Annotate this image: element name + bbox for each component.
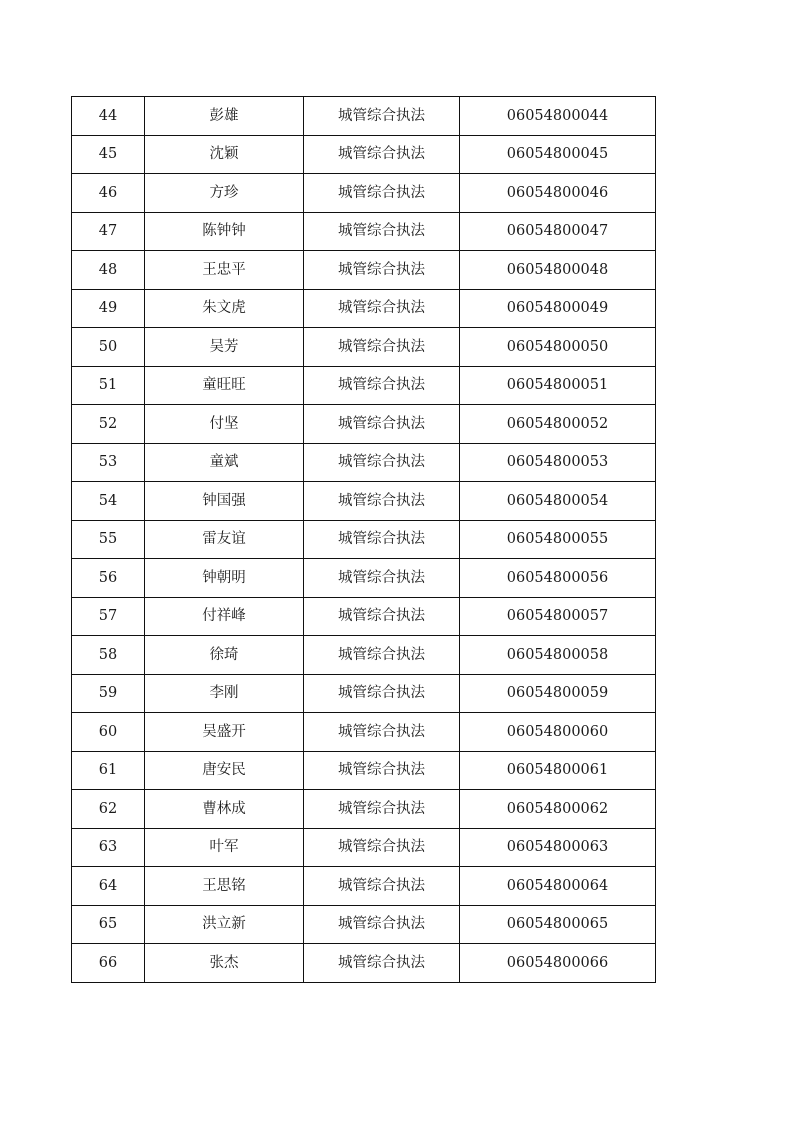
certificate-number-cell: 06054800057 — [460, 597, 656, 636]
row-number-cell: 50 — [72, 328, 145, 367]
person-name-cell: 朱文虎 — [145, 289, 304, 328]
table-row — [72, 251, 656, 290]
row-number-cell: 52 — [72, 405, 145, 444]
row-number-cell: 44 — [72, 97, 145, 136]
row-number-cell: 63 — [72, 828, 145, 867]
person-name-cell: 吴盛开 — [145, 713, 304, 752]
table-row — [72, 443, 656, 482]
row-number-cell: 46 — [72, 174, 145, 213]
department-cell: 城管综合执法 — [304, 828, 460, 867]
certificate-number-cell: 06054800056 — [460, 559, 656, 598]
department-cell: 城管综合执法 — [304, 597, 460, 636]
table-row — [72, 174, 656, 213]
certificate-number-cell: 06054800066 — [460, 944, 656, 983]
table-row — [72, 713, 656, 752]
department-cell: 城管综合执法 — [304, 636, 460, 675]
row-number-cell: 61 — [72, 751, 145, 790]
table-row — [72, 289, 656, 328]
row-number-cell: 65 — [72, 905, 145, 944]
person-name-cell: 张杰 — [145, 944, 304, 983]
department-cell: 城管综合执法 — [304, 790, 460, 829]
row-number-cell: 47 — [72, 212, 145, 251]
certificate-number-cell: 06054800064 — [460, 867, 656, 906]
table-row — [72, 559, 656, 598]
certificate-number-cell: 06054800055 — [460, 520, 656, 559]
department-cell: 城管综合执法 — [304, 482, 460, 521]
person-name-cell: 吴芳 — [145, 328, 304, 367]
row-number-cell: 48 — [72, 251, 145, 290]
table-row — [72, 135, 656, 174]
row-number-cell: 45 — [72, 135, 145, 174]
person-name-cell: 沈颖 — [145, 135, 304, 174]
personnel-table-container — [71, 96, 656, 983]
person-name-cell: 唐安民 — [145, 751, 304, 790]
table-row — [72, 520, 656, 559]
department-cell: 城管综合执法 — [304, 713, 460, 752]
certificate-number-cell: 06054800050 — [460, 328, 656, 367]
table-body — [72, 97, 656, 983]
row-number-cell: 59 — [72, 674, 145, 713]
certificate-number-cell: 06054800062 — [460, 790, 656, 829]
certificate-number-cell: 06054800049 — [460, 289, 656, 328]
person-name-cell: 洪立新 — [145, 905, 304, 944]
table-row — [72, 597, 656, 636]
row-number-cell: 58 — [72, 636, 145, 675]
certificate-number-cell: 06054800048 — [460, 251, 656, 290]
certificate-number-cell: 06054800045 — [460, 135, 656, 174]
row-number-cell: 60 — [72, 713, 145, 752]
table-row — [72, 867, 656, 906]
person-name-cell: 王忠平 — [145, 251, 304, 290]
department-cell: 城管综合执法 — [304, 328, 460, 367]
table-row — [72, 97, 656, 136]
person-name-cell: 付坚 — [145, 405, 304, 444]
person-name-cell: 王思铭 — [145, 867, 304, 906]
certificate-number-cell: 06054800052 — [460, 405, 656, 444]
person-name-cell: 陈钟钟 — [145, 212, 304, 251]
department-cell: 城管综合执法 — [304, 905, 460, 944]
department-cell: 城管综合执法 — [304, 559, 460, 598]
department-cell: 城管综合执法 — [304, 944, 460, 983]
row-number-cell: 62 — [72, 790, 145, 829]
person-name-cell: 童旺旺 — [145, 366, 304, 405]
certificate-number-cell: 06054800065 — [460, 905, 656, 944]
person-name-cell: 曹林成 — [145, 790, 304, 829]
table-row — [72, 828, 656, 867]
table-row — [72, 212, 656, 251]
person-name-cell: 方珍 — [145, 174, 304, 213]
table-row — [72, 482, 656, 521]
department-cell: 城管综合执法 — [304, 289, 460, 328]
department-cell: 城管综合执法 — [304, 674, 460, 713]
certificate-number-cell: 06054800053 — [460, 443, 656, 482]
row-number-cell: 64 — [72, 867, 145, 906]
row-number-cell: 54 — [72, 482, 145, 521]
person-name-cell: 叶军 — [145, 828, 304, 867]
certificate-number-cell: 06054800058 — [460, 636, 656, 675]
certificate-number-cell: 06054800044 — [460, 97, 656, 136]
department-cell: 城管综合执法 — [304, 135, 460, 174]
department-cell: 城管综合执法 — [304, 251, 460, 290]
table-row — [72, 636, 656, 675]
certificate-number-cell: 06054800047 — [460, 212, 656, 251]
department-cell: 城管综合执法 — [304, 97, 460, 136]
certificate-number-cell: 06054800063 — [460, 828, 656, 867]
person-name-cell: 钟国强 — [145, 482, 304, 521]
row-number-cell: 49 — [72, 289, 145, 328]
department-cell: 城管综合执法 — [304, 405, 460, 444]
row-number-cell: 56 — [72, 559, 145, 598]
table-row — [72, 790, 656, 829]
person-name-cell: 钟朝明 — [145, 559, 304, 598]
row-number-cell: 57 — [72, 597, 145, 636]
department-cell: 城管综合执法 — [304, 212, 460, 251]
row-number-cell: 66 — [72, 944, 145, 983]
certificate-number-cell: 06054800054 — [460, 482, 656, 521]
table-row — [72, 905, 656, 944]
certificate-number-cell: 06054800046 — [460, 174, 656, 213]
row-number-cell: 55 — [72, 520, 145, 559]
table-row — [72, 751, 656, 790]
certificate-number-cell: 06054800061 — [460, 751, 656, 790]
table-row — [72, 944, 656, 983]
table-row — [72, 674, 656, 713]
department-cell: 城管综合执法 — [304, 751, 460, 790]
department-cell: 城管综合执法 — [304, 520, 460, 559]
department-cell: 城管综合执法 — [304, 366, 460, 405]
department-cell: 城管综合执法 — [304, 867, 460, 906]
person-name-cell: 徐琦 — [145, 636, 304, 675]
table-row — [72, 328, 656, 367]
department-cell: 城管综合执法 — [304, 443, 460, 482]
row-number-cell: 51 — [72, 366, 145, 405]
person-name-cell: 童斌 — [145, 443, 304, 482]
person-name-cell: 雷友谊 — [145, 520, 304, 559]
certificate-number-cell: 06054800051 — [460, 366, 656, 405]
person-name-cell: 李刚 — [145, 674, 304, 713]
person-name-cell: 彭雄 — [145, 97, 304, 136]
person-name-cell: 付祥峰 — [145, 597, 304, 636]
department-cell: 城管综合执法 — [304, 174, 460, 213]
table-row — [72, 366, 656, 405]
certificate-number-cell: 06054800059 — [460, 674, 656, 713]
personnel-table — [71, 96, 656, 983]
table-row — [72, 405, 656, 444]
row-number-cell: 53 — [72, 443, 145, 482]
certificate-number-cell: 06054800060 — [460, 713, 656, 752]
